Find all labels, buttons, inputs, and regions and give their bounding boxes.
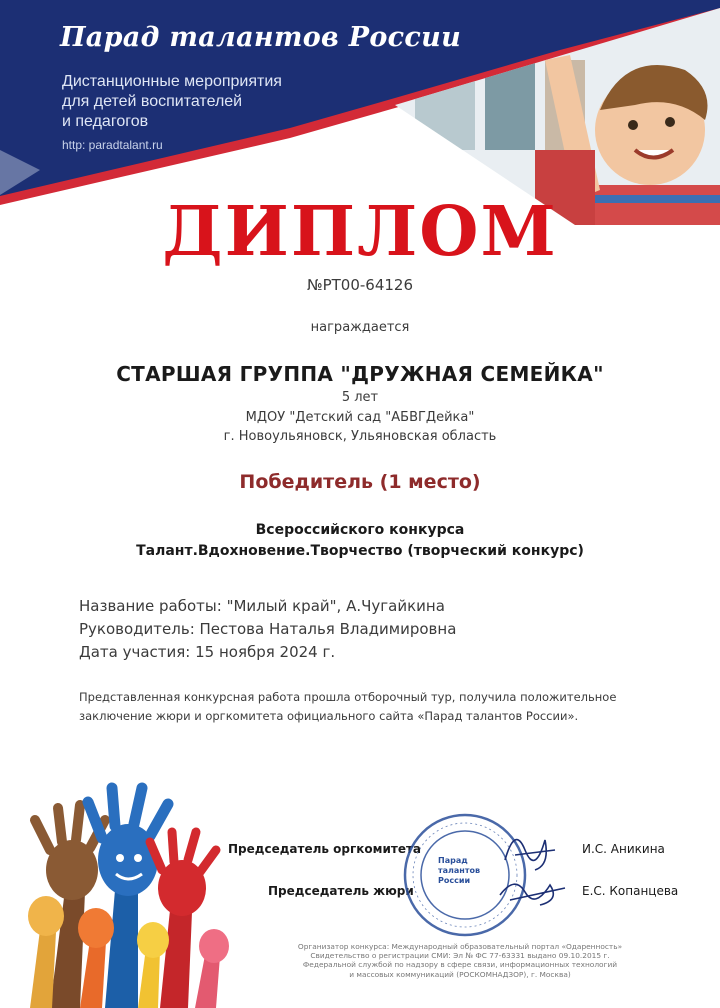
recipient-age: 5 лет (341, 390, 379, 405)
footer-line-3: Федеральной службой по надзору в сфере связи, информационных технологий (302, 960, 618, 970)
tagline-line-2: для детей воспитателей (62, 93, 243, 110)
recipient-city: г. Новоульяновск, Ульяновская область (223, 429, 497, 444)
organizer-footer (290, 942, 630, 979)
participation-date: Дата участия: 15 ноября 2024 г. (79, 643, 336, 661)
handwritten-signatures (495, 820, 575, 910)
jury-note: Представленная конкурсная работа прошла отборочный тур, получила положительное заключение жюри и оргкомитета официального сайта «Парад талантов России». (79, 690, 617, 723)
supervisor: Руководитель: Пестова Наталья Владимировна (79, 620, 457, 638)
work-details (79, 595, 456, 664)
site-url: http: paradtalant.ru (62, 138, 163, 152)
contest-line-2: Талант.Вдохновение.Творчество (творческий конкурс) (136, 543, 584, 559)
tagline-line-3: и педагогов (62, 113, 149, 130)
recipient-name: СТАРШАЯ ГРУППА "ДРУЖНАЯ СЕМЕЙКА" (116, 362, 604, 386)
org-chair-role: Председатель оргкомитета (228, 842, 422, 856)
recipient-organization: МДОУ "Детский сад "АБВГДейка" (245, 410, 475, 425)
stamp-center-text: Парад талантов России (438, 856, 481, 885)
jury-chair-role: Председатель жюри (268, 884, 414, 898)
footer-line-4: и массовых коммуникаций (РОСКОМНАДЗОР), г. Москва) (349, 969, 571, 979)
contest-line-1: Всероссийского конкурса (255, 522, 465, 538)
jury-chair-name: Е.С. Копанцева (582, 884, 679, 898)
work-title: Название работы: "Милый край", А.Чугайкина (79, 597, 445, 615)
tagline (62, 72, 282, 132)
footer-line-2: Свидетельство о регистрации СМИ: Эл № ФС 77-63331 выдано 09.10.2015 г. (310, 951, 610, 961)
diploma-title: ДИПЛОМ (162, 192, 558, 272)
painted-hands-illustration (10, 780, 250, 1008)
tagline-line-1: Дистанционные мероприятия (62, 73, 282, 90)
footer-line-1: Организатор конкурса: Международный образовательный портал «Одаренность» (297, 942, 623, 951)
award-place: Победитель (1 место) (239, 471, 481, 493)
brand-logo-text: Парад талантов России (60, 22, 462, 53)
org-chair-name: И.С. Аникина (582, 842, 665, 856)
diploma-number: №РТ00-64126 (306, 276, 414, 294)
awarded-label: награждается (310, 320, 410, 335)
